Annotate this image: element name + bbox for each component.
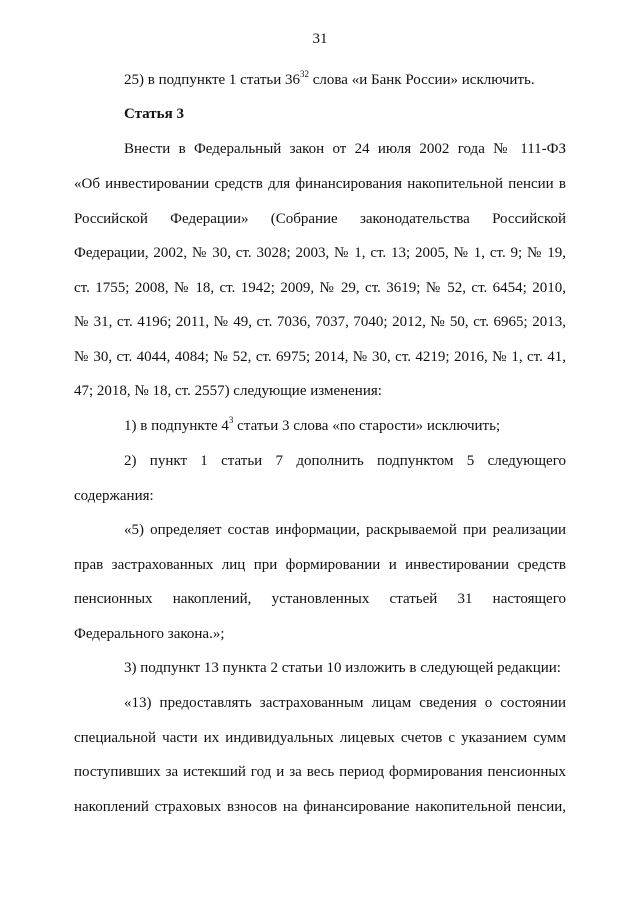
item-1-text-after: статьи 3 слова «по старости» исключить; — [233, 418, 501, 434]
quote-13-line-3: накоплений страховых взносов на финансирование накопительной пенсии, — [74, 799, 566, 815]
intro-line-4: ст. 1755; 2008, № 18, ст. 1942; 2009, № 29, ст. 3619; № 52, ст. 6454; 2010, — [74, 280, 566, 296]
quote-5-line-2: пенсионных накоплений, установленных статьей 31 настоящего — [74, 591, 566, 607]
item-2-line-0: 2) пункт 1 статьи 7 дополнить подпунктом 5 следующего — [124, 453, 566, 469]
article-heading: Статья 3 — [124, 106, 184, 122]
item-25-text-after: слова «и Банк России» исключить. — [309, 72, 535, 88]
item-2-line-1: содержания: — [74, 488, 154, 504]
item-1-superscript: 3 — [228, 415, 234, 425]
intro-line-7: 47; 2018, № 18, ст. 2557) следующие изменения: — [74, 383, 382, 399]
item-3: 3) подпункт 13 пункта 2 статьи 10 изложить в следующей редакции: — [124, 660, 561, 676]
intro-line-1: «Об инвестировании средств для финансирования накопительной пенсии в — [74, 176, 566, 192]
quote-5-line-3: Федерального закона.»; — [74, 626, 225, 642]
intro-line-3: Федерации, 2002, № 30, ст. 3028; 2003, № 1, ст. 13; 2005, № 1, ст. 9; № 19, — [74, 245, 566, 261]
quote-5-line-1: прав застрахованных лиц при формировании и инвестировании средств — [74, 557, 566, 573]
intro-line-0: Внести в Федеральный закон от 24 июля 2002 года № 111-ФЗ — [124, 141, 566, 157]
quote-13-line-1: специальной части их индивидуальных лицевых счетов с указанием сумм — [74, 730, 566, 746]
item-25-text-before: 25) в подпункте 1 статьи 36 — [124, 72, 301, 88]
intro-line-6: № 30, ст. 4044, 4084; № 52, ст. 6975; 2014, № 30, ст. 4219; 2016, № 1, ст. 41, — [74, 349, 566, 365]
quote-5-line-0: «5) определяет состав информации, раскрываемой при реализации — [124, 522, 566, 538]
quote-13-line-2: поступивших за истекший год и за весь период формирования пенсионных — [74, 764, 566, 780]
item-1 — [124, 416, 566, 436]
item-25-superscript: 32 — [300, 69, 310, 79]
page-number: 31 — [312, 31, 328, 47]
item-25 — [124, 70, 566, 90]
quote-13-line-0: «13) предоставлять застрахованным лицам сведения о состоянии — [124, 695, 566, 711]
intro-line-5: № 31, ст. 4196; 2011, № 49, ст. 7036, 7037, 7040; 2012, № 50, ст. 6965; 2013, — [74, 314, 566, 330]
item-1-text-before: 1) в подпункте 4 — [124, 418, 229, 434]
intro-line-2: Российской Федерации» (Собрание законодательства Российской — [74, 211, 566, 227]
